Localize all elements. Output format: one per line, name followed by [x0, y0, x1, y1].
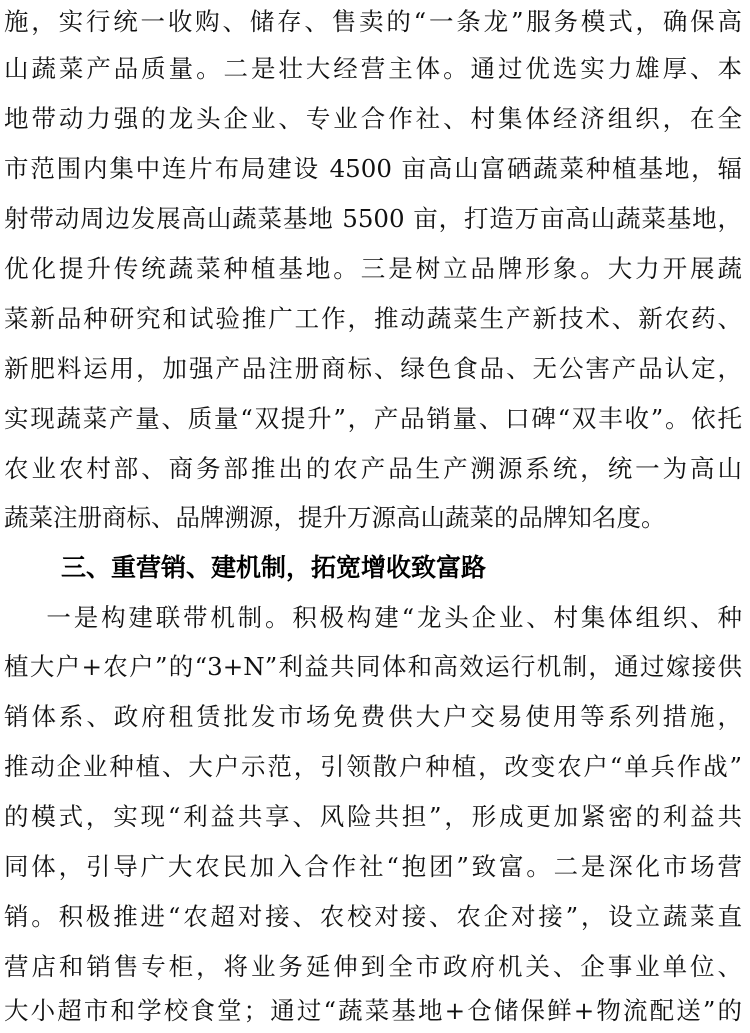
- paragraph-line: 优化提升传统蔬菜种植基地。三是树立品牌形象。大力开展蔬: [4, 254, 742, 283]
- paragraph-line: 蔬菜注册商标、品牌溯源，提升万源高山蔬菜的品牌知名度。: [4, 503, 666, 532]
- paragraph-line: 市范围内集中连片布局建设 4500 亩高山富硒蔬菜种植基地，辐: [4, 154, 742, 183]
- section-heading: 三、重营销、建机制，拓宽增收致富路: [61, 553, 487, 582]
- paragraph-line: 施，实行统一收购、储存、售卖的“一条龙”服务模式，确保高: [4, 7, 742, 36]
- paragraph-line: 推动企业种植、大户示范，引领散户种植，改变农户“单兵作战”: [4, 752, 742, 781]
- paragraph-line: 营店和销售专柜，将业务延伸到全市政府机关、企事业单位、: [4, 952, 742, 981]
- paragraph-line: 实现蔬菜产量、质量“双提升”，产品销量、口碑“双丰收”。依托: [4, 404, 742, 433]
- paragraph-line: 新肥料运用，加强产品注册商标、绿色食品、无公害产品认定，: [4, 354, 742, 383]
- paragraph-line: 植大户+农户”的“3+N”利益共同体和高效运行机制，通过嫁接供: [4, 652, 742, 681]
- paragraph-line: 同体，引导广大农民加入合作社“抱团”致富。二是深化市场营: [4, 852, 742, 881]
- paragraph-line: 地带动力强的龙头企业、专业合作社、村集体经济组织，在全: [4, 104, 742, 133]
- paragraph-line: 农业农村部、商务部推出的农产品生产溯源系统，统一为高山: [4, 454, 742, 483]
- paragraph-line: 大小超市和学校食堂；通过“蔬菜基地+仓储保鲜+物流配送”的: [4, 996, 742, 1025]
- paragraph-line: 射带动周边发展高山蔬菜基地 5500 亩，打造万亩高山蔬菜基地，: [4, 204, 742, 233]
- paragraph-line: 一是构建联带机制。积极构建“龙头企业、村集体组织、种: [4, 603, 742, 632]
- paragraph-line: 的模式，实现“利益共享、风险共担”，形成更加紧密的利益共: [4, 802, 742, 831]
- paragraph-line: 销。积极推进“农超对接、农校对接、农企对接”，设立蔬菜直: [4, 902, 742, 931]
- paragraph-line: 菜新品种研究和试验推广工作，推动蔬菜生产新技术、新农药、: [4, 304, 742, 333]
- paragraph-line: 山蔬菜产品质量。二是壮大经营主体。通过优选实力雄厚、本: [4, 54, 742, 83]
- paragraph-line: 销体系、政府租赁批发市场免费供大户交易使用等系列措施，: [4, 702, 742, 731]
